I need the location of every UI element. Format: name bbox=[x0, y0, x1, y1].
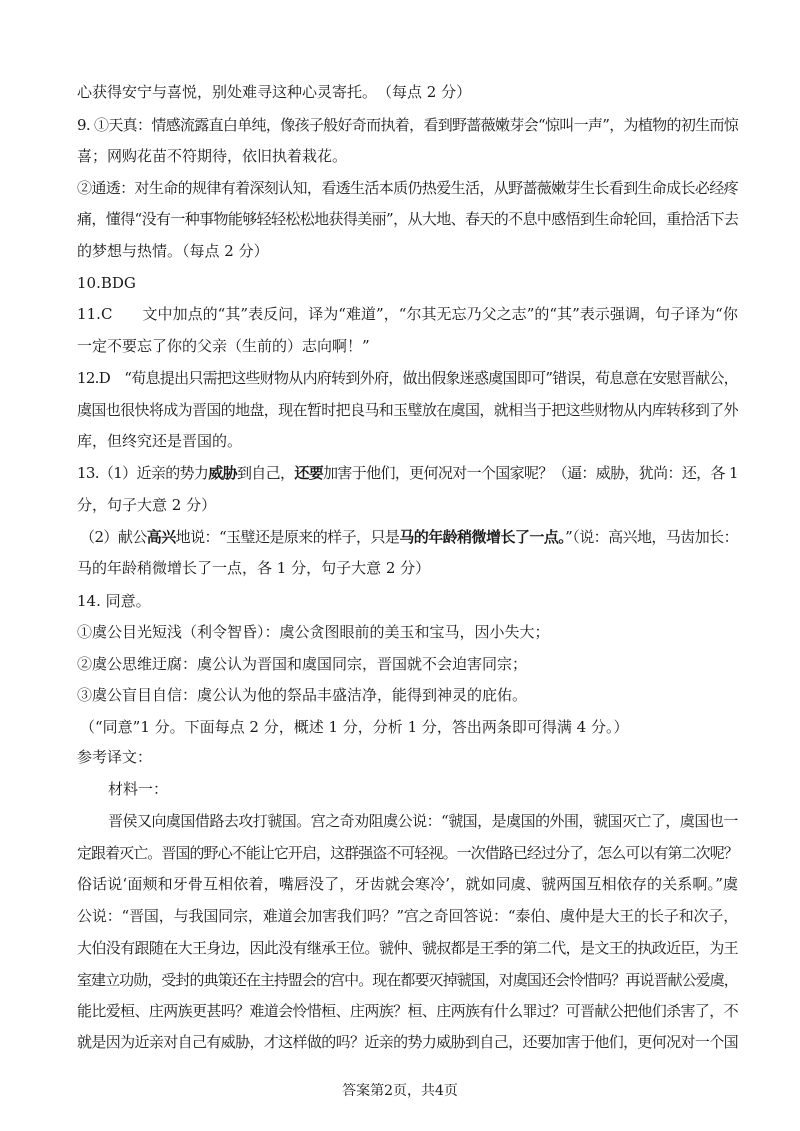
answer-10: 10.BDG bbox=[77, 274, 136, 292]
translation-line: 大伯没有跟随在大王身边，因此没有继承王位。虢仲、虢叔都是王季的第二代，是文王的执政近臣，为王 bbox=[77, 939, 739, 957]
text-span: 13.（1）近亲的势力 bbox=[77, 464, 209, 482]
section-heading: 参考译文： bbox=[77, 748, 153, 766]
answer-9-line: 9. ①天真：情感流露直白单纯，像孩子般好奇而执着，看到野蔷薇嫩芽会“惊叫一声”，为植物的初生而惊 bbox=[77, 116, 739, 134]
bold-keyword: 威胁 bbox=[208, 464, 237, 482]
answer-13-1-line: 分，句子大意 2 分） bbox=[77, 496, 217, 514]
translation-line: 晋侯又向虞国借路去攻打虢国。宫之奇劝阻虞公说：“虢国，是虞国的外围，虢国灭亡了，虞国也一 bbox=[108, 812, 738, 830]
text-span: ”（说：高兴地，马齿加长： bbox=[565, 528, 739, 546]
text-span: 地说：“玉璧还是原来的样子，只是 bbox=[175, 528, 400, 546]
answer-14-line: ①虞公目光短浅（利令智昏）：虞公贪图眼前的美玉和宝马，因小失大； bbox=[77, 623, 550, 641]
answer-12-line: 库，但终究还是晋国的。 bbox=[77, 432, 243, 450]
translation-line: 俗话说‘面颊和牙骨互相依着，嘴唇没了，牙齿就会寒冷’，就如同虞、虢两国互相依存的关系啊。”虞 bbox=[77, 875, 739, 893]
translation-line: 公说：“晋国，与我国同宗，难道会加害我们吗？”宫之奇回答说：“泰伯、虞仲是大王的长子和次子， bbox=[77, 907, 739, 925]
translation-line: 定跟着灭亡。晋国的野心不能让它开启，这群强盗不可轻视。一次借路已经过分了，怎么可以有第二次呢？ bbox=[77, 844, 738, 862]
subsection-heading: 材料一： bbox=[108, 780, 169, 798]
answer-14-line: ②虞公思维迂腐：虞公认为晋国和虞国同宗，晋国就不会迫害同宗； bbox=[77, 655, 528, 673]
answer-9-line: 的梦想与热情。（每点 2 分） bbox=[77, 242, 269, 260]
answer-13-2-line: 马的年龄稍微增长了一点，各 1 分，句子大意 2 分） bbox=[77, 559, 431, 577]
bold-keyword: 还要 bbox=[294, 464, 324, 482]
answer-9-line: 喜；网购花苗不符期待，依旧执着栽花。 bbox=[77, 147, 348, 165]
answer-9-line: ②通透：对生命的规律有着深刻认知，看透生活本质仍热爱生活，从野蔷薇嫩芽生长看到生命成长必经疼 bbox=[77, 179, 739, 197]
bold-keyword: 马的年龄稍微增长了一点。 bbox=[399, 528, 566, 546]
bold-keyword: 高兴 bbox=[146, 528, 176, 546]
translation-line: 室建立功勋，受封的典策还在主持盟会的宫中。现在都要灭掉虢国，对虞国还会怜惜吗？再说晋献公爱虞， bbox=[77, 971, 738, 989]
translation-line: 就是因为近亲对自己有威胁，才这样做的吗？近亲的势力威胁到自己，还要加害于他们，更何况对一个国 bbox=[77, 1033, 739, 1051]
text-span: 加害于他们，更何况对一个国家呢？（逼：威胁，犹尚：还，各 1 bbox=[323, 464, 738, 482]
answer-11-line: 一定不要忘了你的父亲（生前的）志向啊！” bbox=[77, 337, 370, 355]
text-span: 到自己， bbox=[236, 464, 295, 482]
answer-14-line: （“同意”1 分。下面每点 2 分，概述 1 分，分析 1 分，答出两条即可得满 4 分。） bbox=[80, 718, 629, 736]
answer-14-line: 14. 同意。 bbox=[77, 592, 151, 610]
answer-13-2-line bbox=[80, 527, 738, 547]
answer-12-line: 12.D “荀息提出只需把这些财物从内府转到外府，做出假象迷惑虞国即可”错误，荀息意在安慰晋献公， bbox=[77, 369, 738, 387]
translation-line: 能比爱桓、庄两族更甚吗？难道会怜惜桓、庄两族？桓、庄两族有什么罪过？可晋献公把他们杀害了，不 bbox=[77, 1002, 739, 1020]
answer-9-line: 痛，懂得“没有一种事物能够轻轻松松地获得美丽”，从大地、春天的不息中感悟到生命轮回，重拾活下去 bbox=[77, 210, 739, 228]
text-span: （2）献公 bbox=[80, 528, 147, 546]
answer-14-line: ③虞公盲目自信：虞公认为他的祭品丰盛洁净，能得到神灵的庇佑。 bbox=[77, 686, 528, 704]
answer-13-1-line bbox=[77, 463, 738, 483]
text-line: 心获得安宁与喜悦，别处难寻这种心灵寄托。 （每点 2 分） bbox=[77, 83, 472, 101]
answer-12-line: 虞国也很快将成为晋国的地盘，现在暂时把良马和玉璧放在虞国，就相当于把这些财物从内库转移到了外 bbox=[77, 401, 739, 419]
page-footer: 答案第2页，共4页 bbox=[342, 1083, 458, 1099]
answer-11-line: 11.C 文中加点的“其”表反问，译为“难道”，“尔其无忘乃父之志”的“其”表示强调，句子译为“你 bbox=[77, 305, 738, 323]
